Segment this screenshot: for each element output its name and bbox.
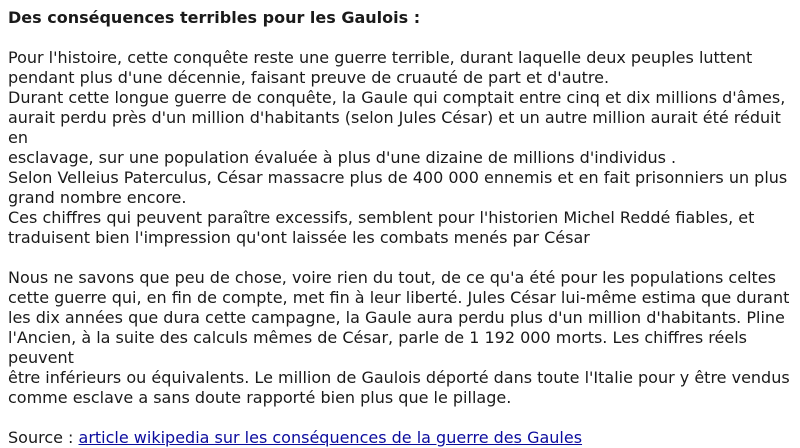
blank-line [8,248,792,268]
text-line: Nous ne savons que peu de chose, voire rien du tout, de ce qu'a été pour les populations celtes [8,268,776,287]
text-line: l'Ancien, à la suite des calculs mêmes de César, parle de 1 192 000 morts. Les chiffres réels peuvent [8,328,747,367]
text-line: Ces chiffres qui peuvent paraître excessifs, semblent pour l'historien Michel Reddé fiables, et [8,208,755,227]
source-line [8,428,792,448]
text-line: traduisent bien l'impression qu'ont laissée les combats menés par César [8,228,590,247]
blank-line [8,28,792,48]
text-line: cette guerre qui, en fin de compte, met fin à leur liberté. Jules César lui-même estima que durant [8,288,790,307]
section-heading: Des conséquences terribles pour les Gaulois : [8,8,421,27]
text-line: Selon Velleius Paterculus, César massacre plus de 400 000 ennemis et en fait prisonniers un plus [8,168,788,187]
text-line: esclavage, sur une population évaluée à plus d'une dizaine de millions d'individus . [8,148,677,167]
paragraph-consequences [8,48,792,248]
text-line: les dix années que dura cette campagne, la Gaule aura perdu plus d'un million d'habitants. Pline [8,308,785,327]
text-line: comme esclave a sans doute rapporté bien plus que le pillage. [8,388,512,407]
text-line: grand nombre encore. [8,188,187,207]
text-line: Durant cette longue guerre de conquête, la Gaule qui comptait entre cinq et dix millions d'âmes, [8,88,786,107]
paragraph-populations [8,268,792,408]
source-label: Source : [8,428,79,447]
text-line: pendant plus d'une décennie, faisant preuve de cruauté de part et d'autre. [8,68,610,87]
text-line: Pour l'histoire, cette conquête reste une guerre terrible, durant laquelle deux peuples luttent [8,48,753,67]
text-line: aurait perdu près d'un million d'habitants (selon Jules César) et un autre million aurait été réduit en [8,108,781,147]
source-link[interactable]: article wikipedia sur les conséquences de la guerre des Gaules [78,428,583,447]
text-line: être inférieurs ou équivalents. Le million de Gaulois déporté dans toute l'Italie pour y être vendus [8,368,790,387]
blank-line [8,408,792,428]
